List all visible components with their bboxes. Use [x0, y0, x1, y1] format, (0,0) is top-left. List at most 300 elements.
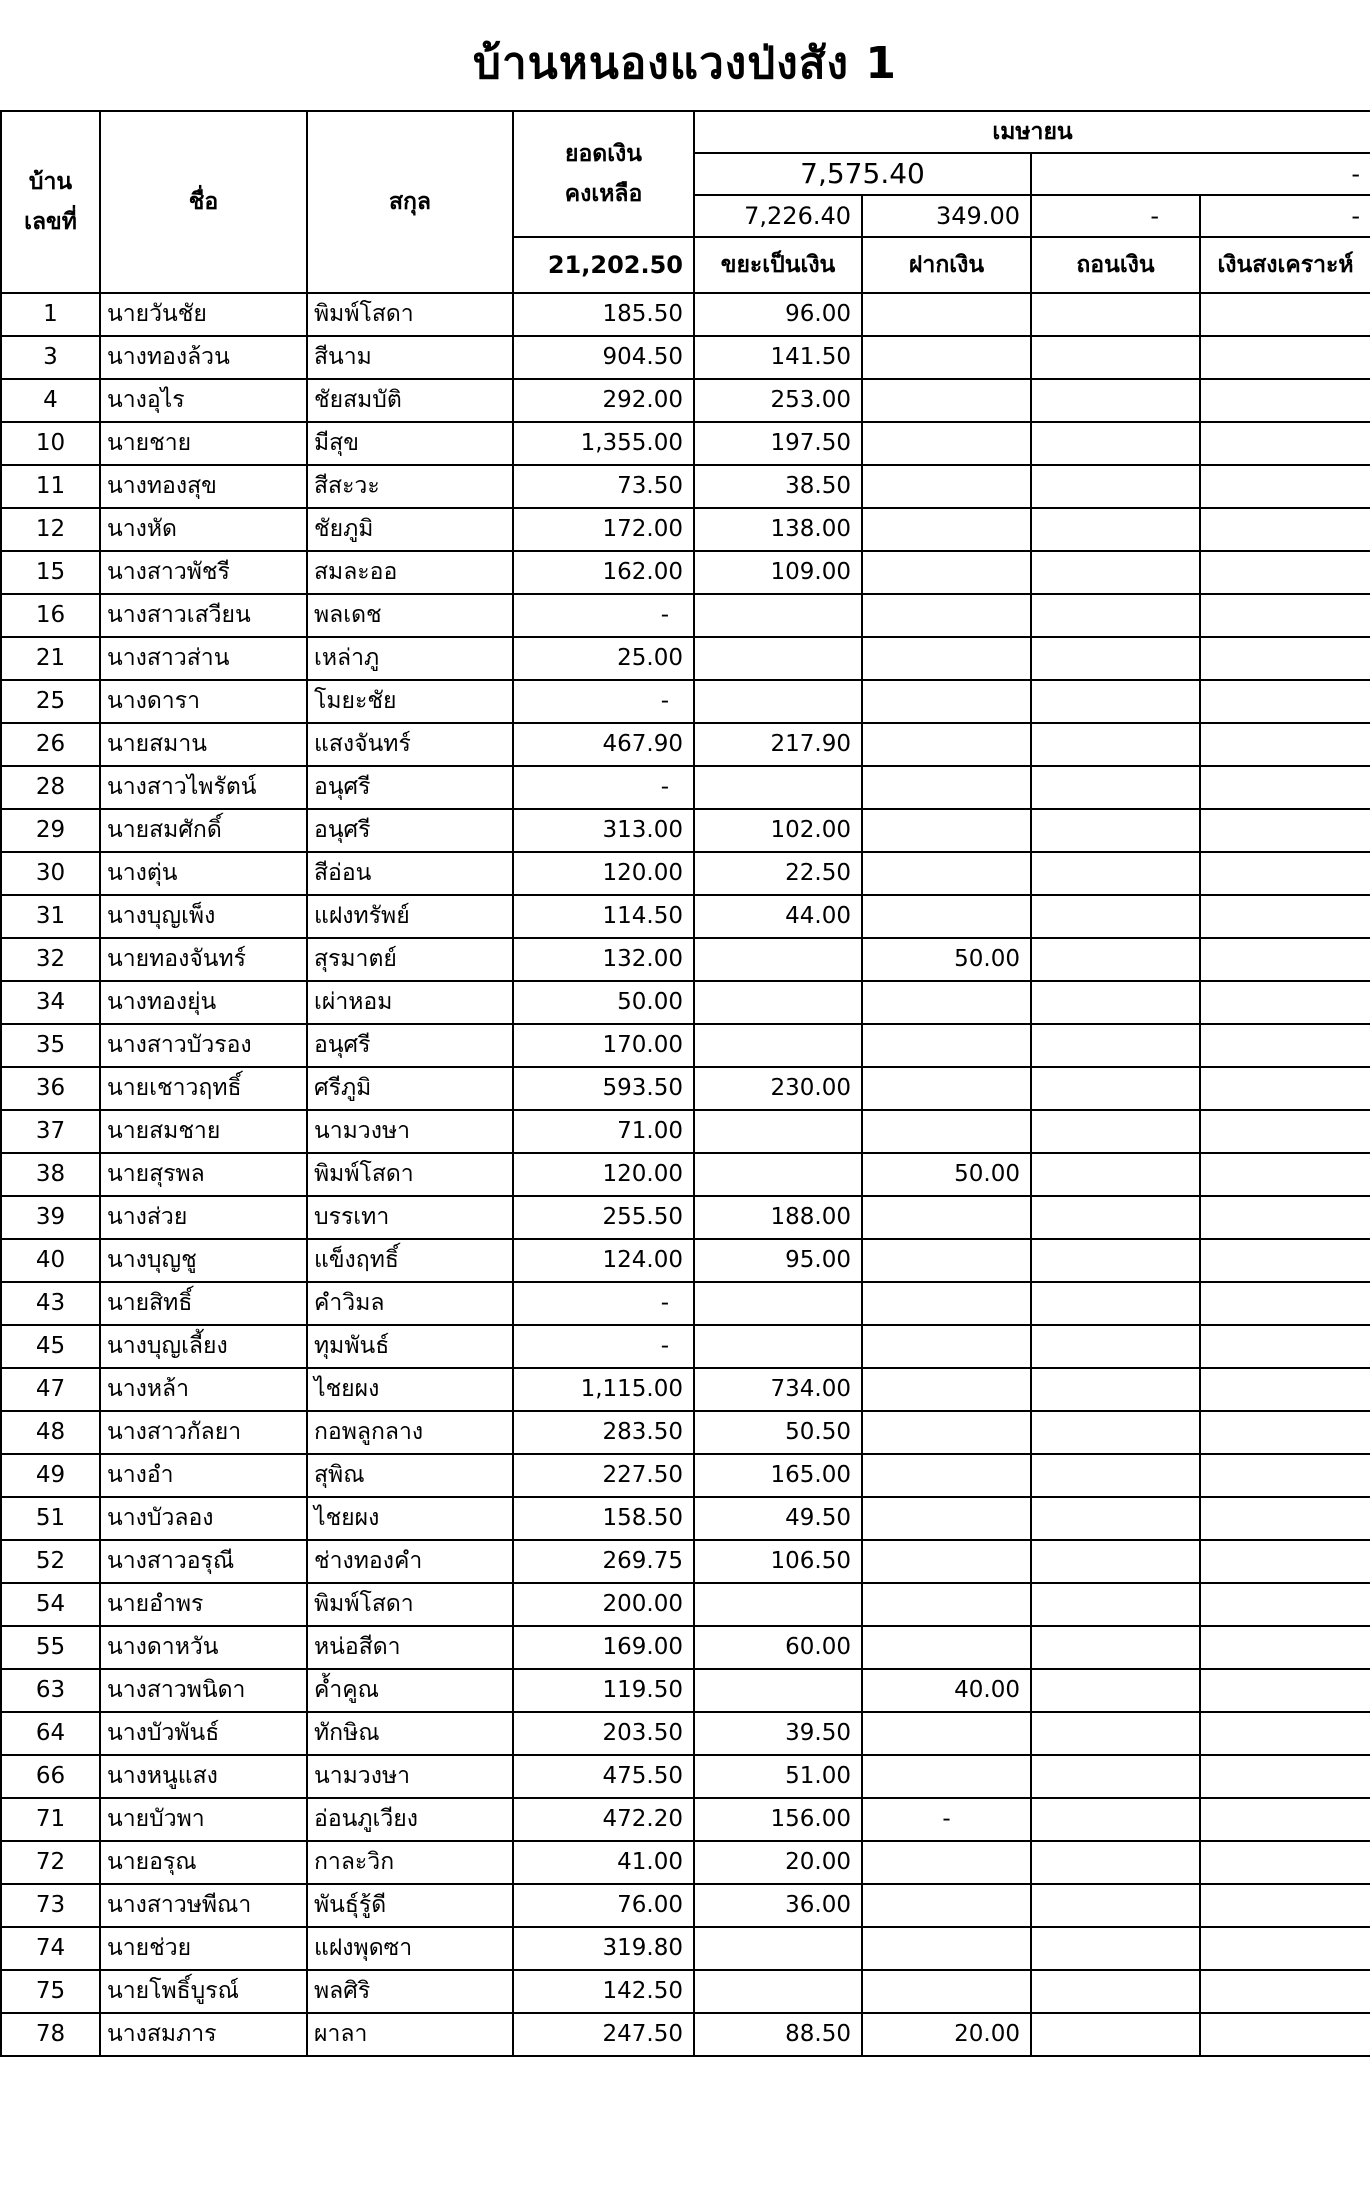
- cell-name: นางสาวษพีณา: [100, 1884, 307, 1927]
- cell-deposit: [862, 1927, 1031, 1970]
- cell-withdraw: [1031, 594, 1200, 637]
- cell-house-no: 43: [1, 1282, 100, 1325]
- table-row: [1, 1540, 1370, 1583]
- cell-withdraw: [1031, 895, 1200, 938]
- cell-name: นางสมภาร: [100, 2013, 307, 2056]
- table-row: [1, 1497, 1370, 1540]
- cell-balance: 119.50: [513, 1669, 694, 1712]
- cell-surname: แสงจันทร์: [307, 723, 513, 766]
- table-row: [1, 1110, 1370, 1153]
- cell-name: นางหัด: [100, 508, 307, 551]
- table-row: [1, 1196, 1370, 1239]
- table-row: [1, 594, 1370, 637]
- cell-surname: สมละออ: [307, 551, 513, 594]
- cell-withdraw: [1031, 1540, 1200, 1583]
- cell-garbage-value: 20.00: [694, 1841, 862, 1884]
- cell-garbage-value: 253.00: [694, 379, 862, 422]
- cell-house-no: 15: [1, 551, 100, 594]
- cell-balance: 158.50: [513, 1497, 694, 1540]
- cell-garbage-value: 106.50: [694, 1540, 862, 1583]
- cell-balance: 255.50: [513, 1196, 694, 1239]
- cell-balance: 467.90: [513, 723, 694, 766]
- table-row: [1, 1368, 1370, 1411]
- cell-deposit: [862, 680, 1031, 723]
- header-deposit-total: 349.00: [862, 195, 1031, 237]
- cell-deposit: [862, 1540, 1031, 1583]
- cell-welfare: [1200, 938, 1370, 981]
- cell-deposit: 50.00: [862, 1153, 1031, 1196]
- cell-welfare: [1200, 895, 1370, 938]
- cell-welfare: [1200, 508, 1370, 551]
- cell-balance: 475.50: [513, 1755, 694, 1798]
- cell-surname: ทุมพันธ์: [307, 1325, 513, 1368]
- cell-surname: เผ่าหอม: [307, 981, 513, 1024]
- cell-balance: 172.00: [513, 508, 694, 551]
- table-row: [1, 465, 1370, 508]
- table-row: [1, 551, 1370, 594]
- cell-surname: ผาลา: [307, 2013, 513, 2056]
- cell-withdraw: [1031, 2013, 1200, 2056]
- cell-deposit: [862, 551, 1031, 594]
- cell-surname: ค้ำคูณ: [307, 1669, 513, 1712]
- cell-surname: โมยะชัย: [307, 680, 513, 723]
- cell-name: นางสาวกัลยา: [100, 1411, 307, 1454]
- cell-deposit: [862, 1411, 1031, 1454]
- table-row: [1, 1239, 1370, 1282]
- cell-name: นางบุญเพ็ง: [100, 895, 307, 938]
- cell-name: นางบุญเลี้ยง: [100, 1325, 307, 1368]
- cell-deposit: -: [862, 1798, 1031, 1841]
- cell-withdraw: [1031, 1282, 1200, 1325]
- table-row: [1, 1626, 1370, 1669]
- cell-balance: 227.50: [513, 1454, 694, 1497]
- cell-deposit: [862, 1841, 1031, 1884]
- cell-house-no: 66: [1, 1755, 100, 1798]
- table-row: [1, 938, 1370, 981]
- cell-welfare: [1200, 1067, 1370, 1110]
- header-balance-line1: ยอดเงิน: [564, 141, 643, 167]
- cell-surname: ชัยสมบัติ: [307, 379, 513, 422]
- cell-deposit: [862, 594, 1031, 637]
- cell-house-no: 26: [1, 723, 100, 766]
- cell-surname: ไชยผง: [307, 1497, 513, 1540]
- cell-welfare: [1200, 1110, 1370, 1153]
- cell-garbage-value: 109.00: [694, 551, 862, 594]
- header-col-garbage: ขยะเป็นเงิน: [694, 237, 862, 293]
- cell-house-no: 25: [1, 680, 100, 723]
- cell-name: นางทองล้วน: [100, 336, 307, 379]
- cell-welfare: [1200, 1970, 1370, 2013]
- header-balance-line2: คงเหลือ: [564, 181, 643, 207]
- table-row: [1, 508, 1370, 551]
- cell-garbage-value: 22.50: [694, 852, 862, 895]
- header-garbage-total: 7,226.40: [694, 195, 862, 237]
- cell-name: นางทองสุข: [100, 465, 307, 508]
- cell-welfare: [1200, 1583, 1370, 1626]
- cell-garbage-value: [694, 1669, 862, 1712]
- cell-welfare: [1200, 1153, 1370, 1196]
- cell-balance: 169.00: [513, 1626, 694, 1669]
- cell-withdraw: [1031, 379, 1200, 422]
- savings-ledger-table: [0, 110, 1370, 2057]
- cell-surname: สีนาม: [307, 336, 513, 379]
- cell-withdraw: [1031, 1067, 1200, 1110]
- cell-deposit: [862, 895, 1031, 938]
- table-row: [1, 2013, 1370, 2056]
- cell-garbage-value: 49.50: [694, 1497, 862, 1540]
- cell-garbage-value: [694, 1282, 862, 1325]
- table-row: [1, 1970, 1370, 2013]
- cell-balance: 114.50: [513, 895, 694, 938]
- cell-house-no: 63: [1, 1669, 100, 1712]
- cell-house-no: 10: [1, 422, 100, 465]
- cell-withdraw: [1031, 508, 1200, 551]
- table-row: [1, 1884, 1370, 1927]
- cell-house-no: 36: [1, 1067, 100, 1110]
- table-row: [1, 809, 1370, 852]
- cell-garbage-value: [694, 1970, 862, 2013]
- cell-surname: อนุศรี: [307, 766, 513, 809]
- cell-withdraw: [1031, 1239, 1200, 1282]
- cell-welfare: [1200, 723, 1370, 766]
- cell-deposit: [862, 422, 1031, 465]
- cell-name: นางสาวพนิดา: [100, 1669, 307, 1712]
- cell-name: นางสาวไพรัตน์: [100, 766, 307, 809]
- cell-welfare: [1200, 1454, 1370, 1497]
- cell-withdraw: [1031, 1368, 1200, 1411]
- cell-garbage-value: 51.00: [694, 1755, 862, 1798]
- cell-welfare: [1200, 1798, 1370, 1841]
- cell-deposit: [862, 1239, 1031, 1282]
- cell-house-no: 48: [1, 1411, 100, 1454]
- cell-withdraw: [1031, 551, 1200, 594]
- cell-name: นายโพธิ์บูรณ์: [100, 1970, 307, 2013]
- cell-garbage-value: 96.00: [694, 293, 862, 336]
- cell-garbage-value: [694, 1153, 862, 1196]
- cell-name: นางดารา: [100, 680, 307, 723]
- table-row: [1, 1282, 1370, 1325]
- cell-deposit: [862, 1970, 1031, 2013]
- cell-surname: สุรมาตย์: [307, 938, 513, 981]
- cell-house-no: 12: [1, 508, 100, 551]
- cell-name: นายสุรพล: [100, 1153, 307, 1196]
- cell-house-no: 47: [1, 1368, 100, 1411]
- cell-surname: พลเดช: [307, 594, 513, 637]
- header-balance-total: 21,202.50: [513, 237, 694, 293]
- cell-welfare: [1200, 1540, 1370, 1583]
- cell-welfare: [1200, 1239, 1370, 1282]
- cell-deposit: [862, 293, 1031, 336]
- cell-welfare: [1200, 766, 1370, 809]
- cell-house-no: 75: [1, 1970, 100, 2013]
- cell-house-no: 72: [1, 1841, 100, 1884]
- cell-name: นางหนูแสง: [100, 1755, 307, 1798]
- cell-surname: บรรเทา: [307, 1196, 513, 1239]
- cell-house-no: 28: [1, 766, 100, 809]
- cell-garbage-value: 102.00: [694, 809, 862, 852]
- cell-withdraw: [1031, 637, 1200, 680]
- cell-welfare: [1200, 2013, 1370, 2056]
- cell-withdraw: [1031, 1024, 1200, 1067]
- cell-withdraw: [1031, 981, 1200, 1024]
- cell-garbage-value: 50.50: [694, 1411, 862, 1454]
- cell-withdraw: [1031, 1497, 1200, 1540]
- cell-surname: เหล่าภู: [307, 637, 513, 680]
- cell-house-no: 49: [1, 1454, 100, 1497]
- cell-name: นางสาวพัชรี: [100, 551, 307, 594]
- cell-welfare: [1200, 422, 1370, 465]
- header-name: ชื่อ: [100, 111, 307, 293]
- cell-surname: ไชยผง: [307, 1368, 513, 1411]
- cell-deposit: [862, 637, 1031, 680]
- cell-withdraw: [1031, 422, 1200, 465]
- cell-garbage-value: 44.00: [694, 895, 862, 938]
- cell-garbage-value: [694, 1927, 862, 1970]
- cell-balance: 120.00: [513, 852, 694, 895]
- cell-welfare: [1200, 1368, 1370, 1411]
- cell-surname: แฝงพุดซา: [307, 1927, 513, 1970]
- cell-garbage-value: 197.50: [694, 422, 862, 465]
- cell-balance: -: [513, 766, 694, 809]
- cell-withdraw: [1031, 465, 1200, 508]
- cell-house-no: 1: [1, 293, 100, 336]
- cell-house-no: 37: [1, 1110, 100, 1153]
- header-house-no-line2: เลขที่: [24, 209, 77, 235]
- cell-welfare: [1200, 852, 1370, 895]
- cell-garbage-value: 165.00: [694, 1454, 862, 1497]
- cell-name: นายสิทธิ์: [100, 1282, 307, 1325]
- cell-balance: 41.00: [513, 1841, 694, 1884]
- cell-surname: ทักษิณ: [307, 1712, 513, 1755]
- cell-balance: -: [513, 680, 694, 723]
- cell-balance: 472.20: [513, 1798, 694, 1841]
- cell-welfare: [1200, 551, 1370, 594]
- cell-deposit: [862, 1712, 1031, 1755]
- cell-balance: 247.50: [513, 2013, 694, 2056]
- cell-withdraw: [1031, 1583, 1200, 1626]
- cell-balance: 269.75: [513, 1540, 694, 1583]
- table-header: [1, 111, 1370, 293]
- cell-deposit: 40.00: [862, 1669, 1031, 1712]
- cell-welfare: [1200, 1841, 1370, 1884]
- cell-balance: 283.50: [513, 1411, 694, 1454]
- cell-balance: 593.50: [513, 1067, 694, 1110]
- cell-house-no: 4: [1, 379, 100, 422]
- cell-balance: 120.00: [513, 1153, 694, 1196]
- cell-house-no: 51: [1, 1497, 100, 1540]
- cell-welfare: [1200, 1282, 1370, 1325]
- cell-withdraw: [1031, 293, 1200, 336]
- cell-house-no: 39: [1, 1196, 100, 1239]
- cell-surname: กาละวิก: [307, 1841, 513, 1884]
- cell-welfare: [1200, 465, 1370, 508]
- cell-deposit: [862, 1454, 1031, 1497]
- cell-withdraw: [1031, 852, 1200, 895]
- table-row: [1, 422, 1370, 465]
- cell-house-no: 3: [1, 336, 100, 379]
- cell-deposit: [862, 1755, 1031, 1798]
- cell-deposit: [862, 1626, 1031, 1669]
- cell-deposit: [862, 465, 1031, 508]
- cell-welfare: [1200, 1884, 1370, 1927]
- cell-garbage-value: [694, 766, 862, 809]
- cell-deposit: [862, 723, 1031, 766]
- cell-surname: สีสะวะ: [307, 465, 513, 508]
- header-col-deposit: ฝากเงิน: [862, 237, 1031, 293]
- cell-deposit: [862, 1067, 1031, 1110]
- cell-balance: 1,115.00: [513, 1368, 694, 1411]
- cell-surname: พิมพ์โสดา: [307, 1153, 513, 1196]
- page-title: บ้านหนองแวงป่งสัง 1: [473, 38, 897, 89]
- cell-welfare: [1200, 1626, 1370, 1669]
- cell-name: นางทองยุ่น: [100, 981, 307, 1024]
- cell-garbage-value: 138.00: [694, 508, 862, 551]
- table-row: [1, 1325, 1370, 1368]
- cell-deposit: [862, 809, 1031, 852]
- header-welfare-total: -: [1200, 195, 1370, 237]
- cell-welfare: [1200, 1755, 1370, 1798]
- cell-name: นางบัวพันธ์: [100, 1712, 307, 1755]
- cell-deposit: [862, 852, 1031, 895]
- cell-garbage-value: 188.00: [694, 1196, 862, 1239]
- cell-welfare: [1200, 1712, 1370, 1755]
- cell-garbage-value: 230.00: [694, 1067, 862, 1110]
- cell-deposit: [862, 1368, 1031, 1411]
- cell-name: นางส่วย: [100, 1196, 307, 1239]
- cell-balance: 76.00: [513, 1884, 694, 1927]
- cell-withdraw: [1031, 1110, 1200, 1153]
- cell-withdraw: [1031, 1153, 1200, 1196]
- cell-house-no: 78: [1, 2013, 100, 2056]
- cell-name: นายสมศักดิ์: [100, 809, 307, 852]
- cell-garbage-value: [694, 938, 862, 981]
- cell-welfare: [1200, 680, 1370, 723]
- cell-balance: -: [513, 594, 694, 637]
- cell-surname: พลศิริ: [307, 1970, 513, 2013]
- header-house-no-line1: บ้าน: [28, 169, 73, 195]
- cell-deposit: [862, 1196, 1031, 1239]
- table-row: [1, 852, 1370, 895]
- cell-house-no: 35: [1, 1024, 100, 1067]
- cell-balance: 142.50: [513, 1970, 694, 2013]
- cell-surname: นามวงษา: [307, 1755, 513, 1798]
- table-row: [1, 1411, 1370, 1454]
- cell-house-no: 71: [1, 1798, 100, 1841]
- cell-balance: 185.50: [513, 293, 694, 336]
- cell-house-no: 52: [1, 1540, 100, 1583]
- cell-house-no: 40: [1, 1239, 100, 1282]
- header-col-welfare: เงินสงเคราะห์: [1200, 237, 1370, 293]
- cell-withdraw: [1031, 336, 1200, 379]
- cell-surname: ศรีภูมิ: [307, 1067, 513, 1110]
- cell-name: นางอุไร: [100, 379, 307, 422]
- cell-name: นายสมชาย: [100, 1110, 307, 1153]
- cell-surname: อนุศรี: [307, 1024, 513, 1067]
- cell-house-no: 29: [1, 809, 100, 852]
- cell-balance: 162.00: [513, 551, 694, 594]
- table-row: [1, 379, 1370, 422]
- cell-welfare: [1200, 1497, 1370, 1540]
- cell-withdraw: [1031, 1325, 1200, 1368]
- cell-welfare: [1200, 981, 1370, 1024]
- cell-deposit: [862, 766, 1031, 809]
- table-row: [1, 1755, 1370, 1798]
- cell-balance: -: [513, 1325, 694, 1368]
- cell-house-no: 74: [1, 1927, 100, 1970]
- cell-balance: 50.00: [513, 981, 694, 1024]
- cell-garbage-value: 95.00: [694, 1239, 862, 1282]
- cell-surname: นามวงษา: [307, 1110, 513, 1153]
- cell-surname: สุพิณ: [307, 1454, 513, 1497]
- cell-balance: 124.00: [513, 1239, 694, 1282]
- table-row: [1, 680, 1370, 723]
- cell-house-no: 11: [1, 465, 100, 508]
- cell-name: นางอำ: [100, 1454, 307, 1497]
- header-col-withdraw: ถอนเงิน: [1031, 237, 1200, 293]
- cell-name: นายบัวพา: [100, 1798, 307, 1841]
- cell-garbage-value: 156.00: [694, 1798, 862, 1841]
- cell-withdraw: [1031, 1884, 1200, 1927]
- cell-surname: กอพลูกลาง: [307, 1411, 513, 1454]
- cell-welfare: [1200, 336, 1370, 379]
- cell-garbage-value: 60.00: [694, 1626, 862, 1669]
- table-row: [1, 1927, 1370, 1970]
- cell-deposit: [862, 1282, 1031, 1325]
- cell-surname: พิมพ์โสดา: [307, 1583, 513, 1626]
- cell-withdraw: [1031, 1798, 1200, 1841]
- cell-house-no: 32: [1, 938, 100, 981]
- cell-name: นายเชาวฤทธิ์: [100, 1067, 307, 1110]
- cell-deposit: [862, 1884, 1031, 1927]
- header-balance: [513, 111, 694, 237]
- cell-surname: พิมพ์โสดา: [307, 293, 513, 336]
- cell-balance: 1,355.00: [513, 422, 694, 465]
- cell-balance: 313.00: [513, 809, 694, 852]
- cell-balance: 200.00: [513, 1583, 694, 1626]
- cell-balance: 319.80: [513, 1927, 694, 1970]
- cell-surname: พันธุ์รู้ดี: [307, 1884, 513, 1927]
- cell-garbage-value: [694, 680, 862, 723]
- cell-name: นายชาย: [100, 422, 307, 465]
- cell-balance: 132.00: [513, 938, 694, 981]
- cell-welfare: [1200, 809, 1370, 852]
- cell-name: นายช่วย: [100, 1927, 307, 1970]
- cell-surname: แฝงทรัพย์: [307, 895, 513, 938]
- cell-name: นางหล้า: [100, 1368, 307, 1411]
- cell-name: นางตุ่น: [100, 852, 307, 895]
- cell-withdraw: [1031, 1755, 1200, 1798]
- cell-house-no: 73: [1, 1884, 100, 1927]
- cell-withdraw: [1031, 723, 1200, 766]
- cell-welfare: [1200, 1927, 1370, 1970]
- cell-garbage-value: [694, 594, 862, 637]
- table-row: [1, 766, 1370, 809]
- table-row: [1, 895, 1370, 938]
- cell-withdraw: [1031, 809, 1200, 852]
- cell-garbage-value: [694, 1024, 862, 1067]
- cell-name: นางสาวเสวียน: [100, 594, 307, 637]
- header-month-total: 7,575.40: [694, 153, 1031, 195]
- cell-welfare: [1200, 1411, 1370, 1454]
- cell-garbage-value: [694, 637, 862, 680]
- table-row: [1, 1067, 1370, 1110]
- cell-withdraw: [1031, 1669, 1200, 1712]
- cell-house-no: 54: [1, 1583, 100, 1626]
- cell-welfare: [1200, 293, 1370, 336]
- cell-surname: มีสุข: [307, 422, 513, 465]
- cell-balance: 71.00: [513, 1110, 694, 1153]
- cell-house-no: 21: [1, 637, 100, 680]
